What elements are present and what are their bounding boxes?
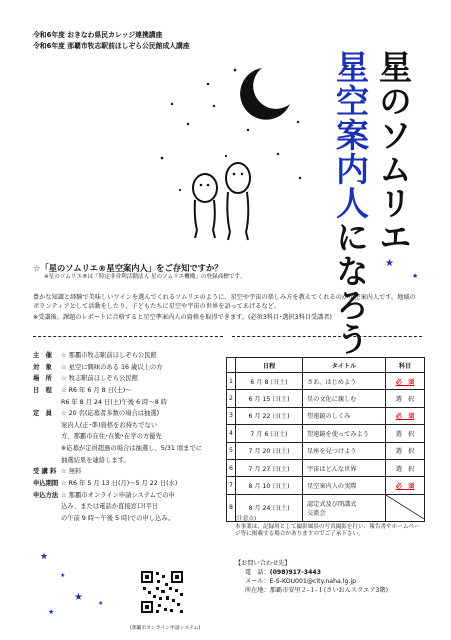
session-date: 6 月 8 日(土) <box>236 373 303 390</box>
info-label <box>33 513 61 525</box>
info-value: 抽選結果を連絡します。 <box>61 456 130 464</box>
star-icon: ★ <box>60 572 66 579</box>
session-title <box>303 459 386 476</box>
info-row <box>33 478 223 490</box>
session-date: 7 月 27 日(土) <box>236 459 303 476</box>
session-subject: 選 択 <box>386 442 425 459</box>
contact-heading: 【お問い合わせ先】 <box>235 560 291 567</box>
session-number: 7 <box>227 477 236 494</box>
session-number: 2 <box>227 390 236 407</box>
mail-address[interactable]: E-S-KOU001@city.naha.lg.jp <box>269 577 357 585</box>
title-line2-black: になろう <box>331 220 370 356</box>
session-date: 6 月 22 日(土) <box>236 407 303 424</box>
separator-left <box>33 336 223 337</box>
child-character-right <box>226 163 250 240</box>
session-subject: 必 須 <box>386 373 425 390</box>
info-row <box>33 431 223 443</box>
info-value: ☆ R6 年 5 月 13 日(月)～5 月 22 日(水) <box>61 480 178 488</box>
info-row <box>33 420 223 432</box>
intro-text <box>33 294 421 323</box>
session-title-text: 宇宙はどんな世界 <box>307 465 357 473</box>
info-label <box>33 443 61 455</box>
col-subject: 科目 <box>386 358 425 373</box>
info-row <box>33 373 223 385</box>
info-value: 込み、または電話か直接窓口(平日 <box>61 503 159 511</box>
session-number: 4 <box>227 425 236 442</box>
info-row <box>33 501 223 513</box>
star-icon: ★ <box>48 608 55 616</box>
session-number: 8 <box>227 494 236 521</box>
contact-address <box>235 587 423 596</box>
session-number: 5 <box>227 442 236 459</box>
session-title <box>303 390 386 407</box>
info-value: 案内人(正･準)資格をお持ちでない <box>61 421 158 429</box>
info-list <box>33 350 223 525</box>
info-label <box>33 455 61 467</box>
info-label: 申込期間 <box>33 480 59 488</box>
notes-heading: (注意点) <box>235 516 257 522</box>
session-number: 6 <box>227 459 236 476</box>
intro-certification-note: ※受講後、課題のレポートに合格すると星空準案内人の資格を取得できます。(必須3科目･選択3科目受講者) <box>33 313 332 321</box>
info-value: R6 年 8 月 24 日(土)午後 6 時～8 時 <box>61 398 168 406</box>
session-title <box>303 477 386 494</box>
info-label <box>33 397 61 409</box>
trademark-note: ※星のソムリエ®は「特定非営利活動法人 星のソムリエ機構」の登録商標です。 <box>44 274 246 280</box>
session-subject: 必 須 <box>386 407 425 424</box>
session-subject: 選 択 <box>386 390 425 407</box>
session-title-text: 星空案内人の実際 <box>307 483 357 491</box>
info-label: 定 員 <box>33 410 52 418</box>
session-date: 7 月 20 日(土) <box>236 442 303 459</box>
session-date: 7 月 6 日(土) <box>236 425 303 442</box>
session-subject: 必 須 <box>386 477 425 494</box>
info-label: 場 所 <box>33 375 52 383</box>
info-label <box>33 501 61 513</box>
info-row <box>33 466 223 478</box>
info-label: 対 象 <box>33 363 52 371</box>
contact-phone <box>235 569 423 578</box>
info-row <box>33 385 223 397</box>
star-icon: ★ <box>40 552 49 562</box>
child-character-left <box>193 174 217 238</box>
info-value: 方、那覇市在住･在勤･在学の方優先 <box>61 433 162 441</box>
star-icon: ★ <box>74 592 83 603</box>
question-heading: ☆「星のソムリエ®星空案内人」をご存知ですか？ <box>33 263 223 273</box>
info-value: ☆ 星空に興味のある 16 歳以上の方 <box>61 363 163 371</box>
contact-box <box>235 560 423 596</box>
info-value: の午前 9 時～午後 5 時)での申し込み。 <box>61 514 175 522</box>
address-label: 所在地： <box>245 586 270 594</box>
info-row <box>33 408 223 420</box>
phone-label: 電 話： <box>245 568 270 576</box>
night-sky-illustration <box>150 60 320 245</box>
qr-caption: (那覇市オンライン申請システム) <box>130 626 201 631</box>
intro-paragraph: 豊かな知識と経験で美味しいワインを選んでくれるソムリエのように、星空や宇宙の楽しみ方を教えてくれるのが星空案内人です。地域のボランティアとして活動をしたり、子どもたちに星空や宇宙の世界を語ってあげるなど。 <box>33 294 416 310</box>
info-value: ☆ R6 年 6 月 8 日(土)～ <box>61 386 132 394</box>
session-title-text: 交流会 <box>307 509 326 517</box>
contact-mail <box>235 578 423 587</box>
title-line1: 星のソムリエ <box>374 50 413 254</box>
notes <box>235 516 420 539</box>
info-row <box>33 455 223 467</box>
col-title: タイトル <box>303 358 386 373</box>
info-label: 受 講 料 <box>33 468 57 476</box>
session-number: 3 <box>227 407 236 424</box>
session-title <box>303 407 386 424</box>
notes-body: 本事業は、記録用として撮影風景の写真撮影を行い、報告書やホームページ等に掲載する場合がありますのでご了承下さい。 <box>235 523 420 538</box>
info-row <box>33 397 223 409</box>
session-date: 6 月 15 日(土) <box>236 390 303 407</box>
info-row <box>33 443 223 455</box>
schedule-row <box>227 477 425 494</box>
session-title-text: 望遠鏡を使ってみよう <box>307 430 369 438</box>
info-value: ☆ 20 名(応募者多数の場合は抽選) <box>61 410 160 418</box>
address-value: 那覇市安里２-１-１(さいおんスクエア3階) <box>269 586 389 594</box>
session-date: 8 月 24 日(土) <box>236 494 303 521</box>
session-title-text: 星の文化に親しむ <box>307 396 357 404</box>
session-title <box>303 373 386 390</box>
info-row <box>33 513 223 525</box>
info-label: 日 程 <box>33 386 52 394</box>
schedule-row <box>227 425 425 442</box>
col-number <box>227 358 236 373</box>
info-row <box>33 362 223 374</box>
session-title <box>303 425 386 442</box>
phone-number[interactable]: (098)917-3443 <box>269 568 322 576</box>
header-line2: 令和6年度 那覇市牧志駅前ほしぞら公民館成人講座 <box>33 41 190 50</box>
info-label <box>33 420 61 432</box>
star-icon: ★ <box>98 600 104 607</box>
star-icon: ★ <box>412 272 419 280</box>
info-label: 申込方法 <box>33 491 59 499</box>
moon-icon <box>240 68 290 120</box>
col-date: 日程 <box>236 358 303 373</box>
schedule-row <box>227 442 425 459</box>
session-subject: 選 択 <box>386 425 425 442</box>
info-label: 主 催 <box>33 352 52 359</box>
qr-code[interactable] <box>139 569 185 615</box>
info-row <box>33 350 223 362</box>
header-line1: 令和6年度 おきなわ県民カレッジ連携講座 <box>33 31 163 39</box>
schedule-row <box>227 390 425 407</box>
session-title-text: 望遠鏡のしくみ <box>307 413 351 421</box>
info-label <box>33 431 61 443</box>
info-value: ☆ 無料 <box>61 468 82 476</box>
info-value: ☆ 那覇市オンライン申請システムでの申 <box>61 491 175 499</box>
info-value: ☆ 那覇市牧志駅前ほしぞら公民館 <box>61 352 157 359</box>
session-title-text: 星座を見つけよう <box>307 448 357 456</box>
session-subject: 選 択 <box>386 459 425 476</box>
session-date: 8 月 10 日(土) <box>236 477 303 494</box>
schedule-row <box>227 407 425 424</box>
header <box>33 30 190 52</box>
session-title-text: さあ、はじめよう <box>307 378 357 386</box>
info-value: ※応募が定員超過の場合は抽選し、5/31 頃までに <box>61 445 203 453</box>
separator-right <box>232 336 422 337</box>
schedule-row <box>227 459 425 476</box>
schedule-row <box>227 373 425 390</box>
star-icon: ★ <box>385 258 394 269</box>
session-title <box>303 442 386 459</box>
mail-label: メール： <box>245 577 270 585</box>
title-line2-blue: 星空案内人 <box>331 50 370 220</box>
session-number: 1 <box>227 373 236 390</box>
info-value: ☆ 牧志駅前ほしぞら公民館 <box>61 375 138 383</box>
session-title-text: 認定式及び閉講式 <box>307 500 357 508</box>
info-row <box>33 490 223 502</box>
schedule-table <box>226 357 425 522</box>
